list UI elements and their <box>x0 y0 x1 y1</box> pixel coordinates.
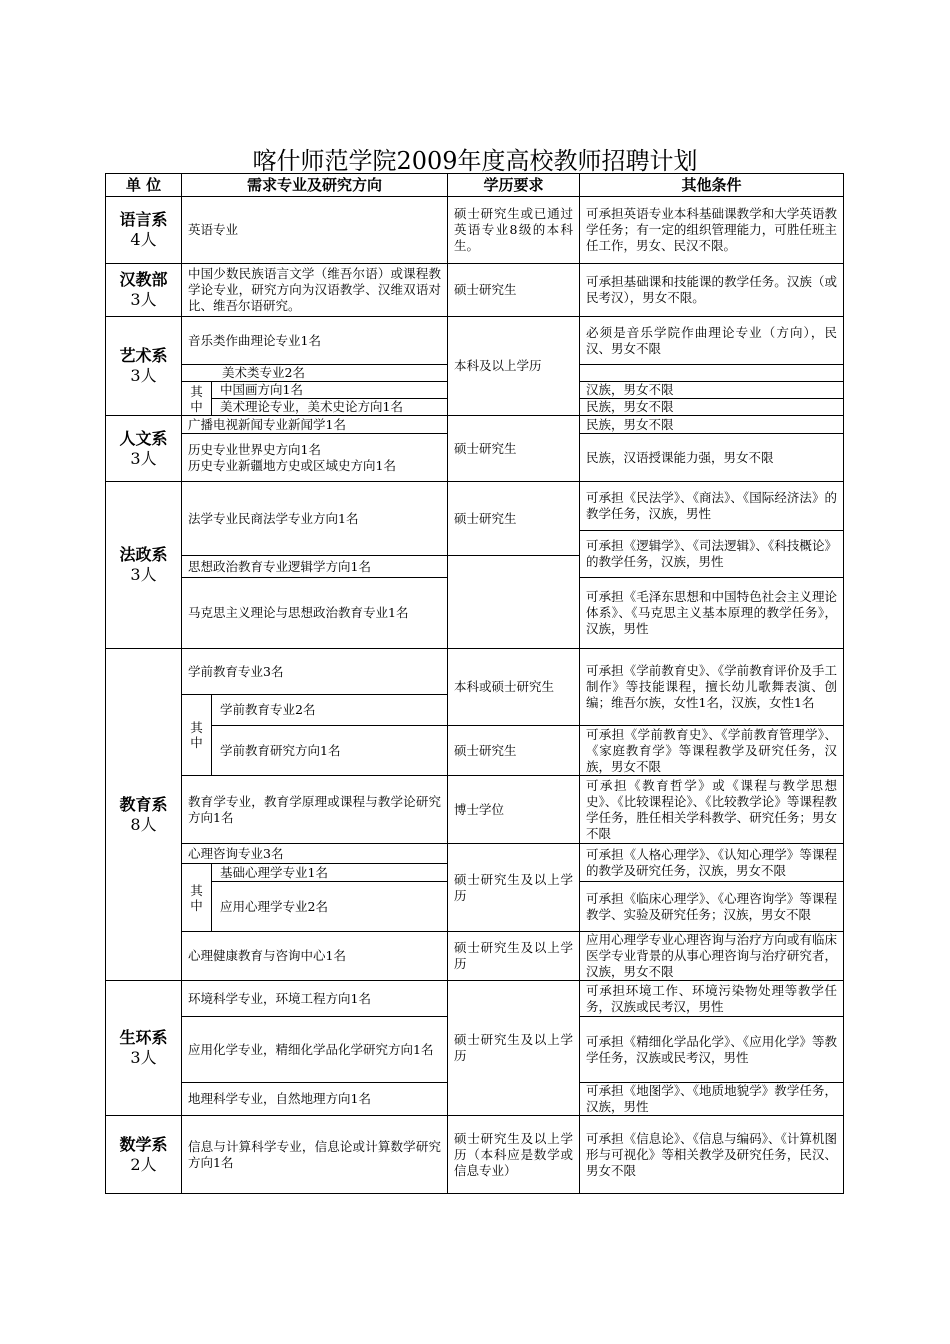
education-cell: 硕士研究生或已通过英语专业8级的本科生。 <box>448 197 580 264</box>
other-cell: 可承担《学前教育史》、《学前教育管理学》、《家庭教育学》等课程教学及研究任务，汉族，男女不限 <box>580 726 844 776</box>
major-cell: 基础心理学专业1名 <box>212 864 448 882</box>
unit-cell: 法政系 3人 <box>106 482 182 649</box>
education-cell: 本科或硕士研究生 <box>448 649 580 726</box>
major-cell: 中国画方向1名 <box>212 382 448 399</box>
education-cell: 硕士研究生及以上学历（本科应是数学或信息专业） <box>448 1116 580 1194</box>
major-cell: 环境科学专业，环境工程方向1名 <box>182 981 448 1017</box>
major-cell: 学前教育研究方向1名 <box>212 726 448 776</box>
header-education: 学历要求 <box>448 174 580 197</box>
major-cell: 心理健康教育与咨询中心1名 <box>182 932 448 981</box>
education-cell: 硕士研究生及以上学历 <box>448 981 580 1116</box>
other-cell: 应用心理学专业心理咨询与治疗方向或有临床医学专业背景的从事心理咨询与治疗研究者，汉族，男女不限 <box>580 932 844 981</box>
education-cell: 硕士研究生及以上学历 <box>448 932 580 981</box>
unit-cell: 教育系 8人 <box>106 649 182 981</box>
table-row <box>106 844 844 864</box>
major-cell: 英语专业 <box>182 197 448 264</box>
other-cell: 可承担《逻辑学》、《司法逻辑》、《科技概论》的教学任务，汉族，男性 <box>580 531 844 578</box>
recruitment-table <box>105 173 844 1194</box>
table-row <box>106 649 844 695</box>
major-cell: 马克思主义理论与思想政治教育专业1名 <box>182 578 448 649</box>
other-cell <box>580 365 844 382</box>
other-cell: 可承担《教育哲学》或《课程与教学思想史》、《比较课程论》、《比较教学论》等课程教学任务，胜任相关学科教学、研究任务；男女不限 <box>580 776 844 844</box>
unit-cell: 艺术系 3人 <box>106 317 182 416</box>
education-cell: 博士学位 <box>448 776 580 844</box>
other-cell: 可承担《学前教育史》、《学前教育评价及手工制作》等技能课程，擅长幼儿歌舞表演、创编；维吾尔族，女性1名，汉族，女性1名 <box>580 649 844 726</box>
page-title: 喀什师范学院2009年度高校教师招聘计划 <box>252 147 698 175</box>
table-row <box>106 981 844 1017</box>
other-cell: 可承担《毛泽东思想和中国特色社会主义理论体系》、《马克思主义基本原理的教学任务》，汉族，男性 <box>580 578 844 649</box>
education-cell: 硕士研究生 <box>448 416 580 482</box>
unit-cell: 汉教部 3人 <box>106 264 182 317</box>
major-cell: 广播电视新闻专业新闻学1名 <box>182 416 448 434</box>
header-major: 需求专业及研究方向 <box>182 174 448 197</box>
major-cell: 美术理论专业，美术史论方向1名 <box>212 399 448 416</box>
major-cell: 中国少数民族语言文学（维吾尔语）或课程教学论专业，研究方向为汉语教学、汉维双语对比、维吾尔语研究。 <box>182 264 448 317</box>
other-cell: 可承担《信息论》、《信息与编码》、《计算机图形与可视化》等相关教学及研究任务，民汉、男女不限 <box>580 1116 844 1194</box>
unit-cell: 语言系 4人 <box>106 197 182 264</box>
major-cell: 教育学专业，教育学原理或课程与教学论研究方向1名 <box>182 776 448 844</box>
table-row <box>106 482 844 531</box>
qizhong-label: 其 中 <box>182 864 212 932</box>
major-cell: 学前教育专业2名 <box>212 695 448 726</box>
other-cell: 可承担环境工作、环境污染物处理等教学任务，汉族或民考汉，男性 <box>580 981 844 1017</box>
table-row <box>106 776 844 844</box>
other-cell: 民族，男女不限 <box>580 416 844 434</box>
major-cell: 学前教育专业3名 <box>182 649 448 695</box>
table-row <box>106 197 844 264</box>
major-cell: 历史专业世界史方向1名 历史专业新疆地方史或区域史方向1名 <box>182 434 448 482</box>
table-row <box>106 932 844 981</box>
other-cell: 民族，汉语授课能力强，男女不限 <box>580 434 844 482</box>
other-cell: 可承担《精细化学品化学》、《应用化学》等教学任务，汉族或民考汉，男性 <box>580 1017 844 1083</box>
education-cell: 硕士研究生 <box>448 482 580 556</box>
education-cell: 硕士研究生及以上学历 <box>448 844 580 932</box>
major-cell: 法学专业民商法学专业方向1名 <box>182 482 448 556</box>
major-cell: 地理科学专业，自然地理方向1名 <box>182 1083 448 1116</box>
major-cell: 应用化学专业，精细化学品化学研究方向1名 <box>182 1017 448 1083</box>
table-row <box>106 726 844 776</box>
major-cell: 美术类专业2名 <box>182 365 448 382</box>
unit-cell: 生环系 3人 <box>106 981 182 1116</box>
unit-cell: 数学系 2人 <box>106 1116 182 1194</box>
education-cell: 本科及以上学历 <box>448 317 580 416</box>
major-cell: 思想政治教育专业逻辑学方向1名 <box>182 556 448 578</box>
table-row <box>106 1116 844 1194</box>
qizhong-label: 其 中 <box>182 382 212 416</box>
other-cell: 民族，男女不限 <box>580 399 844 416</box>
other-cell: 可承担《人格心理学》、《认知心理学》等课程的教学及研究任务，汉族，男女不限 <box>580 844 844 882</box>
major-cell: 信息与计算科学专业，信息论或计算数学研究方向1名 <box>182 1116 448 1194</box>
major-cell: 应用心理学专业2名 <box>212 882 448 932</box>
table-row <box>106 264 844 317</box>
other-cell: 可承担《民法学》、《商法》、《国际经济法》的教学任务，汉族，男性 <box>580 482 844 531</box>
education-cell: 硕士研究生 <box>448 726 580 776</box>
other-cell: 必须是音乐学院作曲理论专业（方向），民汉、男女不限 <box>580 317 844 365</box>
header-unit: 单 位 <box>106 174 182 197</box>
other-cell: 可承担《地图学》、《地质地貌学》教学任务，汉族，男性 <box>580 1083 844 1116</box>
table-row <box>106 416 844 434</box>
other-cell: 汉族，男女不限 <box>580 382 844 399</box>
unit-cell: 人文系 3人 <box>106 416 182 482</box>
other-cell: 可承担基础课和技能课的教学任务。汉族（或民考汉），男女不限。 <box>580 264 844 317</box>
table-row <box>106 317 844 365</box>
other-cell: 可承担《临床心理学》、《心理咨询学》等课程教学、实验及研究任务；汉族，男女不限 <box>580 882 844 932</box>
major-cell: 音乐类作曲理论专业1名 <box>182 317 448 365</box>
other-cell: 可承担英语专业本科基础课教学和大学英语教学任务；有一定的组织管理能力，可胜任班主任工作，男女、民汉不限。 <box>580 197 844 264</box>
education-cell: 硕士研究生 <box>448 264 580 317</box>
qizhong-label: 其 中 <box>182 695 212 776</box>
major-cell: 心理咨询专业3名 <box>182 844 448 864</box>
table-header-row <box>106 174 844 197</box>
education-cell <box>448 556 580 649</box>
header-other: 其他条件 <box>580 174 844 197</box>
